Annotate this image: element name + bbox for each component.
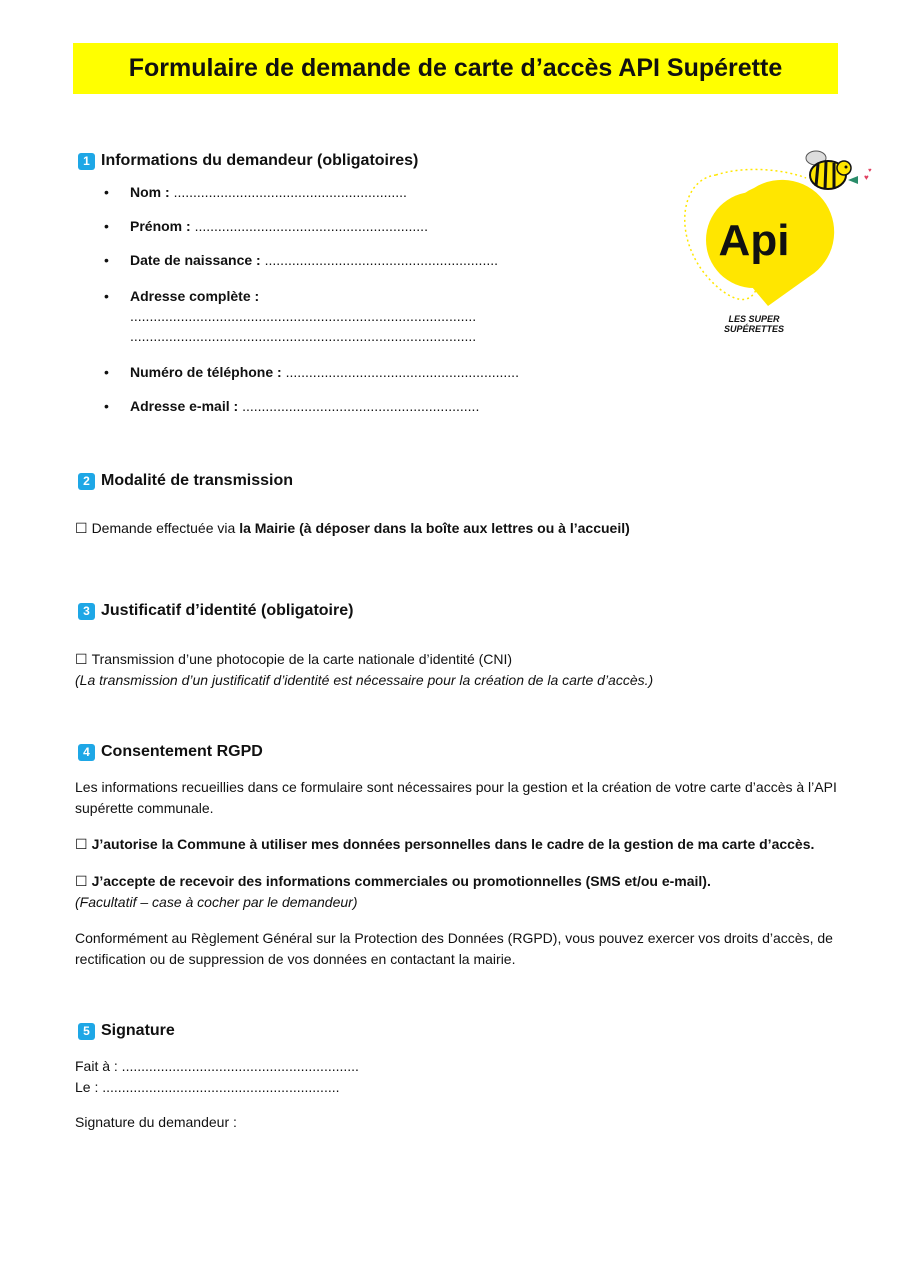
- section-title: Signature: [101, 1022, 175, 1039]
- signature-block: [75, 1056, 845, 1098]
- section-number-badge: 1: [78, 153, 95, 170]
- section-number-badge: 4: [78, 744, 95, 761]
- consent-data-usage[interactable]: ☐ J’autorise la Commune à utiliser mes données personnelles dans le cadre de la gestion de ma carte d’accès.: [75, 836, 815, 852]
- svg-text:SUPÉRETTES: SUPÉRETTES: [723, 324, 785, 334]
- consent-marketing[interactable]: ☐ J’accepte de recevoir des informations commerciales ou promotionnelles (SMS et/ou e-mail). (Facultatif – case à cocher par le demandeur): [75, 871, 845, 913]
- identity-proof: [75, 649, 845, 691]
- identity-option[interactable]: ☐ Transmission d’une photocopie de la carte nationale d’identité (CNI): [75, 651, 513, 667]
- section-5-heading: [78, 1022, 175, 1040]
- section-number-badge: 3: [78, 603, 95, 620]
- rgpd-legal-notice: Conformément au Règlement Général sur la Protection des Données (RGPD), vous pouvez exercer vos droits d’accès, de rectification ou de suppression de vos données en contactant la mairie.: [75, 930, 833, 967]
- svg-text:♥: ♥: [864, 173, 869, 182]
- section-title: Consentement RGPD: [101, 743, 263, 760]
- date-field[interactable]: Le : .............................................................: [75, 1079, 340, 1095]
- checkbox[interactable]: ☐: [75, 836, 88, 852]
- api-logo: [676, 140, 886, 340]
- section-title: Justificatif d’identité (obligatoire): [101, 602, 354, 619]
- rgpd-intro: Les informations recueillies dans ce formulaire sont nécessaires pour la gestion et la création de votre carte d’accès à l’API supérette communale.: [75, 779, 837, 816]
- field-telephone[interactable]: • Numéro de téléphone : ............................................................: [104, 364, 624, 398]
- svg-text:LES SUPER: LES SUPER: [728, 314, 780, 324]
- title-banner: [73, 43, 838, 94]
- svg-text:♥: ♥: [868, 168, 872, 174]
- checkbox[interactable]: ☐: [75, 651, 88, 667]
- svg-text:Api: Api: [718, 216, 790, 265]
- field-adresse[interactable]: • Adresse complète : ......................................................................................... .........................................................................................: [104, 286, 624, 364]
- fait-a-field[interactable]: Fait à : .............................................................: [75, 1058, 359, 1074]
- consent-marketing-note: (Facultatif – case à cocher par le demandeur): [75, 894, 358, 910]
- field-nom[interactable]: • Nom : ............................................................: [104, 184, 624, 218]
- section-3-heading: [78, 602, 353, 620]
- bee-icon: [806, 151, 872, 189]
- section-title: Informations du demandeur (obligatoires): [101, 152, 419, 169]
- section-2-heading: [78, 472, 293, 490]
- section-title: Modalité de transmission: [101, 472, 294, 489]
- checkbox[interactable]: ☐: [75, 520, 88, 536]
- signature-label: Signature du demandeur :: [75, 1114, 237, 1130]
- field-date-naissance[interactable]: • Date de naissance : ............................................................: [104, 252, 624, 286]
- page-title: Formulaire de demande de carte d’accès API Supérette: [128, 54, 783, 82]
- applicant-fields: [104, 184, 624, 432]
- section-1-heading: [78, 152, 418, 170]
- section-4-heading: [78, 743, 263, 761]
- section-number-badge: 5: [78, 1023, 95, 1040]
- transmission-option[interactable]: ☐ Demande effectuée via la Mairie (à déposer dans la boîte aux lettres ou à l’accueil): [75, 520, 630, 536]
- field-email[interactable]: • Adresse e-mail : .............................................................: [104, 398, 624, 432]
- field-prenom[interactable]: • Prénom : ............................................................: [104, 218, 624, 252]
- section-number-badge: 2: [78, 473, 95, 490]
- identity-note: (La transmission d’un justificatif d’identité est nécessaire pour la création de la carte d’accès.): [75, 672, 654, 688]
- checkbox[interactable]: ☐: [75, 873, 88, 889]
